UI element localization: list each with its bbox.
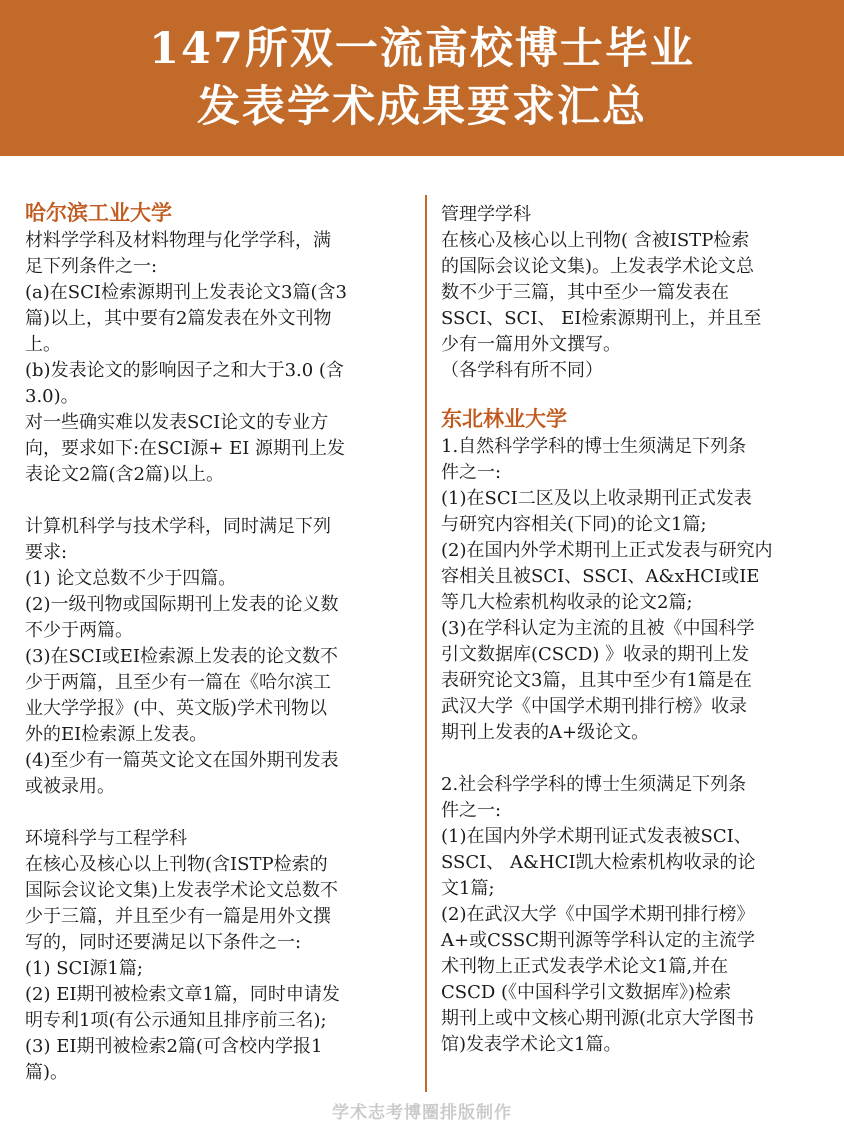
text-line: 不少于两篇。 — [25, 620, 133, 641]
section-environment — [25, 826, 411, 1086]
text-line: (1) SCI源1篇; — [25, 958, 143, 979]
text-line: 文1篇; — [441, 878, 495, 899]
page-title-line-1: 147所双一流高校博士毕业 — [149, 24, 695, 74]
text-line: 术刊物上正式发表学术论文1篇,并在 — [441, 956, 729, 977]
text-line: 的国际会议论文集)。上发表学术论文总 — [441, 256, 755, 277]
text-line: 武汉大学《中国学术期刊排行榜》收录 — [441, 696, 747, 717]
text-line: 环境科学与工程学科 — [25, 828, 187, 849]
right-column — [441, 202, 831, 1058]
text-line: 馆)发表学术论文1篇。 — [441, 1034, 622, 1055]
header-banner — [0, 0, 844, 156]
text-line: 上。 — [25, 334, 61, 355]
text-line: (4)至少有一篇英文论文在国外期刊发表 — [25, 750, 339, 771]
text-line: 要求: — [25, 542, 68, 563]
text-line: 向，要求如下:在SCI源+ EI 源期刊上发 — [25, 438, 346, 459]
text-line: 3.0)。 — [25, 386, 79, 407]
text-line: 材料学学科及材料物理与化学学科，满 — [25, 230, 331, 251]
section-computer-science — [25, 514, 411, 800]
text-line: 引文数据库(CSCD) 》收录的期刊上发 — [441, 644, 750, 665]
text-line: (2)在国内外学术期刊上正式发表与研究内 — [441, 540, 773, 561]
text-line: 件之一: — [441, 462, 502, 483]
text-line: 少于两篇，且至少有一篇在《哈尔滨工 — [25, 672, 331, 693]
page-title-line-2: 发表学术成果要求汇总 — [197, 82, 647, 132]
text-line: 外的EI检索源上发表。 — [25, 724, 208, 745]
text-line: 国际会议论文集)上发表学术论文总数不 — [25, 880, 339, 901]
text-line: 明专利1项(有公示通知且排序前三名); — [25, 1010, 327, 1031]
column-divider — [425, 195, 427, 1092]
text-line: SSCI、SCI、 EI检索源期刊上，并且至 — [441, 308, 762, 329]
text-line: (3)在SCI或EI检索源上发表的论文数不 — [25, 646, 338, 667]
text-line: (a)在SCI检索源期刊上发表论文3篇(含3 — [25, 282, 347, 303]
section-materials — [25, 228, 411, 488]
text-line: CSCD (《中国科学引文数据库》)检索 — [441, 982, 732, 1003]
text-line: (3) EI期刊被检索2篇(可含校内学报1 — [25, 1036, 323, 1057]
text-line: 写的，同时还要满足以下条件之一: — [25, 932, 302, 953]
text-line: A+或CSSC期刊源等学科认定的主流学 — [441, 930, 755, 951]
text-line: 或被录用。 — [25, 776, 115, 797]
text-line: 数不少于三篇，其中至少一篇发表在 — [441, 282, 729, 303]
text-line: 表研究论文3篇，且其中至少有1篇是在 — [441, 670, 752, 691]
text-line: 期刊上发表的A+级论文。 — [441, 722, 650, 743]
text-line: (1) 论文总数不少于四篇。 — [25, 568, 237, 589]
footer-watermark: 学术志考博圈排版制作 — [332, 1103, 512, 1123]
text-line: 计算机科学与技术学科，同时满足下列 — [25, 516, 331, 537]
text-line: 期刊上或中文核心期刊源(北京大学图书 — [441, 1008, 755, 1029]
text-line: 业大学学报》(中、英文版)学术刊物以 — [25, 698, 328, 719]
text-line: 1.自然科学学科的博士生须满足下列条 — [441, 436, 747, 457]
text-line: 容相关且被SCI、SSCI、A&xHCI或IE — [441, 566, 760, 587]
text-line: (b)发表论文的影响因子之和大于3.0 (含 — [25, 360, 344, 381]
section-management — [441, 202, 831, 384]
text-line: (1)在SCI二区及以上收录期刊正式发表 — [441, 488, 752, 509]
text-line: (2)一级刊物或国际期刊上发表的论义数 — [25, 594, 339, 615]
text-line: 篇)以上，其中要有2篇发表在外文刊物 — [25, 308, 332, 329]
text-line: (2) EI期刊被检索文章1篇，同时申请发 — [25, 984, 340, 1005]
text-line: 与研究内容相关(下同)的论文1篇; — [441, 514, 707, 535]
section-natural-science — [441, 434, 831, 746]
text-line: 件之一: — [441, 800, 502, 821]
text-line: 在核心及核心以上刊物( 含被ISTP检索 — [441, 230, 750, 251]
text-line: (1)在国内外学术期刊证式发表被SCI、 — [441, 826, 752, 847]
text-line: 篇)。 — [25, 1062, 69, 1083]
text-line: 对一些确实难以发表SCI论文的专业方 — [25, 412, 329, 433]
text-line: 等几大检索机构收录的论文2篇; — [441, 592, 693, 613]
text-line: 表论文2篇(含2篇)以上。 — [25, 464, 224, 485]
text-line: 在核心及核心以上刊物(含ISTP检索的 — [25, 854, 328, 875]
text-line: (2)在武汉大学《中国学术期刊排行榜》 — [441, 904, 755, 925]
section-social-science — [441, 772, 831, 1058]
text-line: 2.社会科学学科的博士生须满足下列条 — [441, 774, 747, 795]
left-column — [25, 198, 411, 1086]
university-name-nefu: 东北林业大学 — [441, 406, 567, 431]
text-line: 少于三篇，并且至少有一篇是用外文撰 — [25, 906, 331, 927]
university-name-hit: 哈尔滨工业大学 — [25, 200, 172, 225]
text-line: （各学科有所不同） — [441, 360, 603, 381]
text-line: 少有一篇用外文撰写。 — [441, 334, 621, 355]
text-line: (3)在学科认定为主流的且被《中国科学 — [441, 618, 755, 639]
text-line: 管理学学科 — [441, 204, 531, 225]
text-line: 足下列条件之一: — [25, 256, 158, 277]
text-line: SSCI、 A&HCI凯大检索机构收录的论 — [441, 852, 756, 873]
